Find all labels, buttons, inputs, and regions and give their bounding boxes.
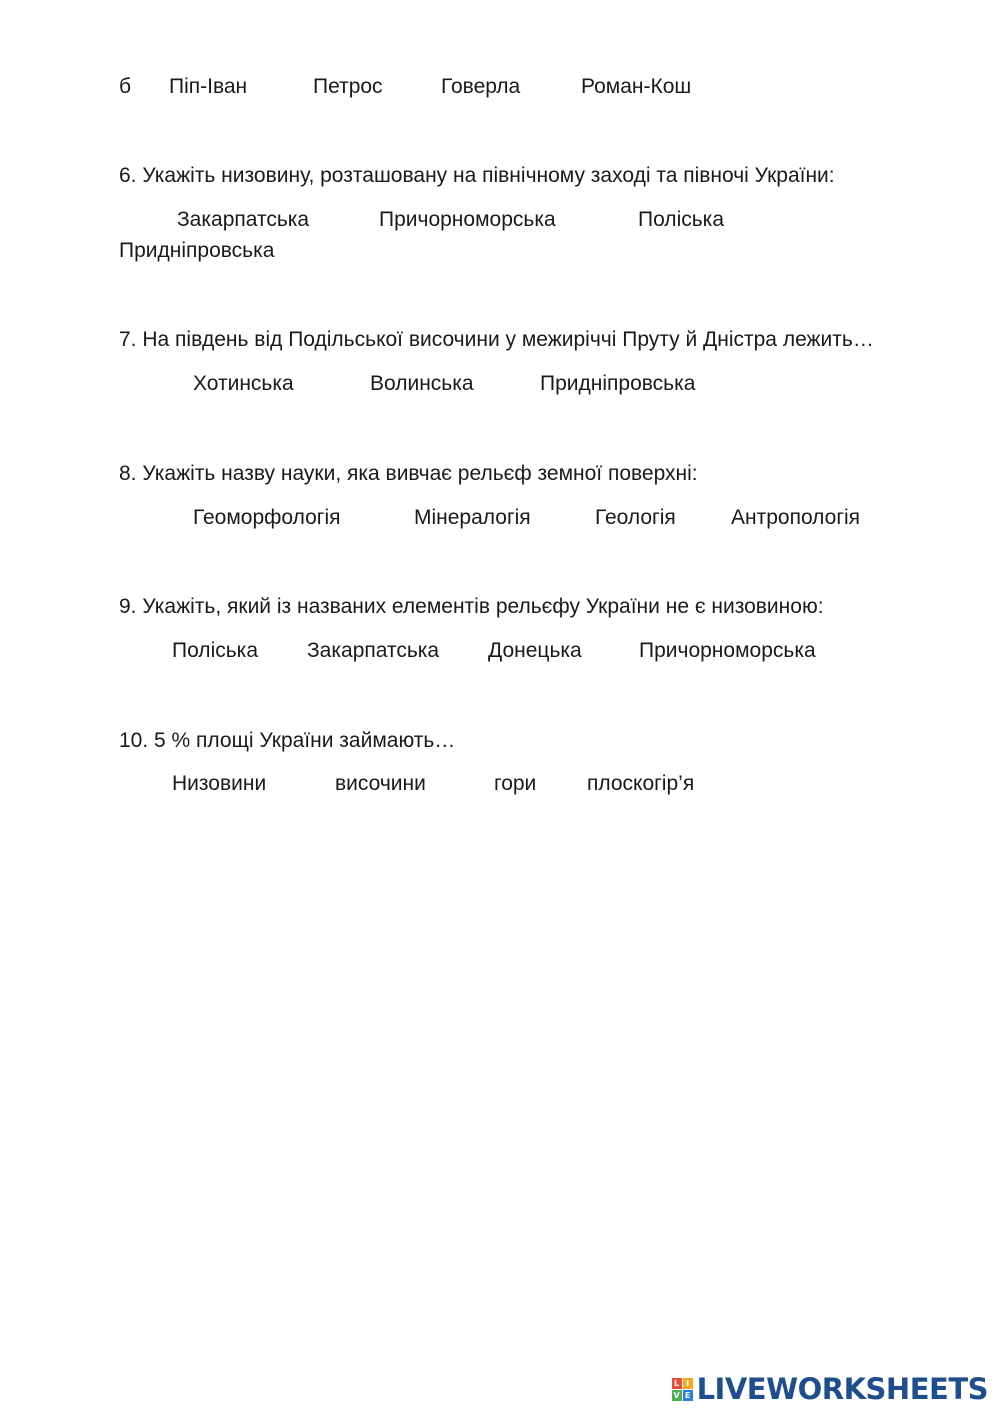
answer-option[interactable]: Геоморфологія bbox=[193, 506, 341, 529]
logo-cubes-icon bbox=[672, 1378, 693, 1401]
question-8-text: 8. Укажіть назву науки, яка вивчає рельєф земної поверхні: bbox=[119, 462, 698, 485]
liveworksheets-logo[interactable] bbox=[672, 1372, 988, 1406]
answer-option[interactable]: Говерла bbox=[441, 75, 521, 98]
answer-option[interactable]: Причорноморська bbox=[379, 208, 556, 231]
answer-option[interactable]: Поліська bbox=[638, 208, 724, 231]
question-6-text: 6. Укажіть низовину, розташовану на північному заході та півночі України: bbox=[119, 164, 835, 187]
answer-option[interactable]: височини bbox=[335, 772, 426, 795]
prev-question-prefix: б bbox=[119, 75, 132, 98]
answer-option[interactable]: Придніпровська bbox=[540, 372, 696, 395]
logo-text: LIVEWORKSHEETS bbox=[696, 1372, 988, 1406]
logo-cube: E bbox=[683, 1390, 693, 1401]
answer-option[interactable]: Закарпатська bbox=[307, 639, 440, 662]
answer-option[interactable]: Геологія bbox=[595, 506, 676, 529]
answer-option[interactable]: гори bbox=[494, 772, 537, 795]
answer-option[interactable]: Волинська bbox=[370, 372, 474, 395]
question-9-text: 9. Укажіть, який із названих елементів рельєфу України не є низовиною: bbox=[119, 595, 824, 618]
answer-option[interactable]: Поліська bbox=[172, 639, 258, 662]
logo-cube: L bbox=[672, 1378, 682, 1389]
answer-option[interactable]: Причорноморська bbox=[639, 639, 816, 662]
answer-option[interactable]: Придніпровська bbox=[119, 239, 275, 262]
answer-option[interactable]: Мінералогія bbox=[414, 506, 531, 529]
answer-option[interactable]: Антропологія bbox=[731, 506, 861, 529]
question-7-text: 7. На південь від Подільської височини у межиріччі Пруту й Дністра лежить… bbox=[119, 328, 874, 351]
answer-option[interactable]: Роман-Кош bbox=[581, 75, 692, 98]
answer-option[interactable]: плоскогір’я bbox=[587, 772, 695, 795]
answer-option[interactable]: Піп-Іван bbox=[169, 75, 248, 98]
answer-option[interactable]: Закарпатська bbox=[177, 208, 310, 231]
answer-option[interactable]: Петрос bbox=[313, 75, 383, 98]
answer-option[interactable]: Низовини bbox=[172, 772, 267, 795]
logo-cube: I bbox=[683, 1378, 693, 1389]
answer-option[interactable]: Донецька bbox=[488, 639, 582, 662]
question-10-text: 10. 5 % площі України займають… bbox=[119, 729, 456, 752]
logo-cube: V bbox=[673, 1390, 680, 1400]
answer-option[interactable]: Хотинська bbox=[193, 372, 294, 395]
